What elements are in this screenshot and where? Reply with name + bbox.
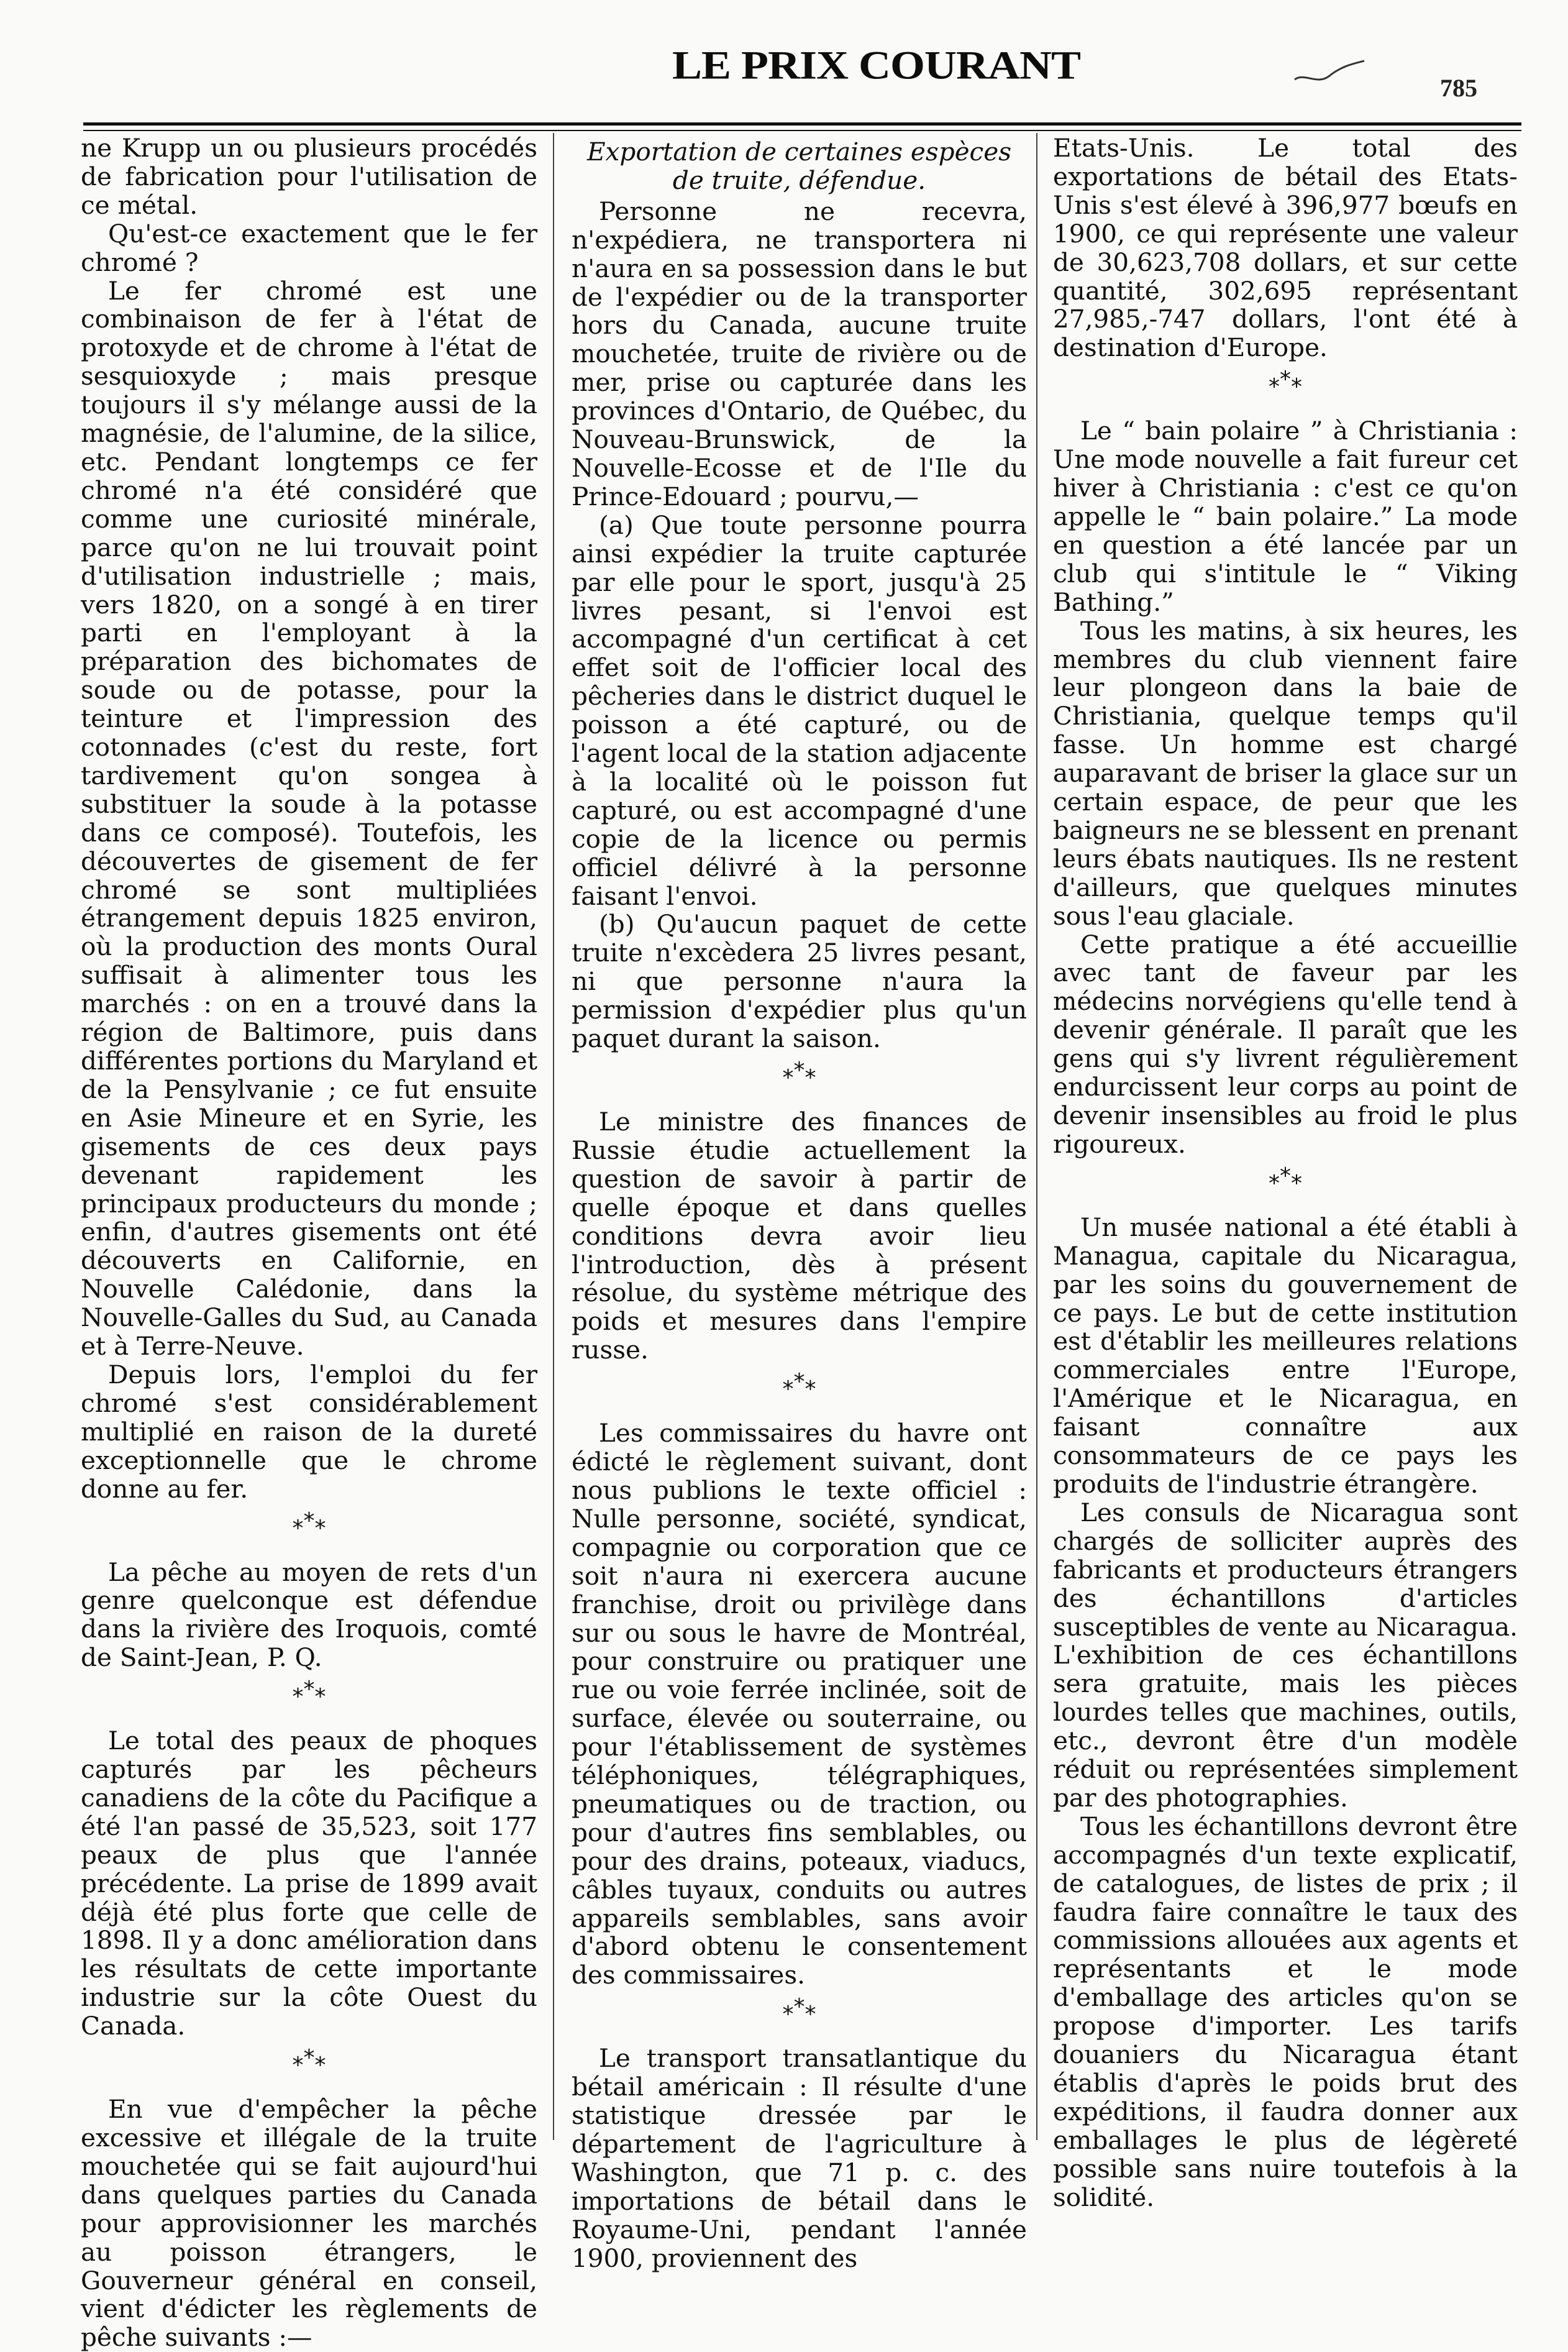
paragraph: Un musée national a été établi à Managua, capitale du Nicaragua, par les soins du gouvernement de ce pays. Le but de cette institution est d'établir les meilleures relations commerciales entre l'Europe, l'Amérique et le Nicaragua, en faisant connaître aux consommateurs de ce pays les produits de l'industrie étrangère. (1053, 1212, 1518, 1499)
text-column-2 (572, 134, 1027, 2273)
text-column-3 (1053, 133, 1518, 2212)
paragraph: ne Krupp un ou plusieurs procédés de fabrication pour l'utilisation de ce métal. (81, 133, 537, 220)
paragraph: En vue d'empêcher la pêche excessive et illégale de la truite mouchetée qui se fait aujourd'hui dans quelques parties du Canada pour approvisionner les marchés au poisson étrangers, le Gouverneur général en conseil, vient d'édicter les règlements de pêche suivants :— (81, 2094, 537, 2352)
masthead-logo: LE PRIX COURANT (672, 42, 1081, 88)
paragraph: Tous les matins, à six heures, les membres du club viennent faire leur plongeon dans la baie de Christiania, quelque temps qu'il fasse. Un homme est chargé auparavant de briser la glace sur un certain espace, de peur que les baigneurs ne se blessent en prenant leurs ébats nautiques. Ils ne restent d'ailleurs, que quelques minutes sous l'eau glaciale. (1053, 615, 1518, 931)
paragraph: Le fer chromé est une combinaison de fer à l'état de protoxyde et de chrome à l'état de sesquioxyde ; mais presque toujours il s'y mélange aussi de la magnésie, de l'alumine, de la silice, etc. Pendant longtemps ce fer chromé n'a été considéré que comme une curiosité minérale, parce qu'on ne lui trouvait point d'utilisation industrielle ; mais, vers 1820, on a songé à en tirer parti en l'employant à la préparation des bichomates de soude ou de potasse, pour la teinture et l'impression des cotonnades (c'est du reste, fort tardivement qu'on songea à substituer la soude à la potasse dans ce composé). Toutefois, les découvertes de gisement de fer chromé se sont multipliées étrangement depuis 1825 environ, où la production des monts Oural suffisait à alimenter tous les marchés : on en a trouvé dans la région de Baltimore, puis dans différentes portions du Maryland et de la Pensylvanie ; ce fut ensuite en Asie Mineure et en Syrie, les gisements de ces deux pays devenant rapidement les principaux producteurs du monde ; enfin, d'autres gisements ont été découverts en Californie, en Nouvelle Calédonie, dans la Nouvelle-Galles du Sud, au Canada et à Terre-Neuve. (81, 275, 537, 1361)
header-rule-thick (83, 122, 1521, 126)
section-separator: *** (1269, 367, 1302, 400)
paragraph: Qu'est-ce exactement que le fer chromé ? (81, 218, 537, 277)
text-column-1 (81, 133, 537, 2352)
paragraph: Le transport transatlantique du bétail américain : Il résulte d'une statistique dressée par le département de l'agriculture à Washington, que 71 p. c. des importations de bétail dans le Royaume-Uni, pendant l'année 1900, proviennent des (572, 2043, 1027, 2273)
paragraph: (a) Que toute personne pourra ainsi expédier la truite capturée par elle pour le sport, jusqu'à 25 livres pesant, si l'envoi est accompagné d'un certificat à cet effet soit de l'officier local des pêcheries dans le district duquel le poisson a été capturé, ou de l'agent local de la station adjacente à la localité où le poisson fut capturé, ou est accompagné d'une copie de la licence ou permis officiel délivré à la personne faisant l'envoi. (572, 510, 1027, 911)
page-number: 785 (1440, 74, 1477, 102)
section-separator: *** (782, 1369, 816, 1403)
paragraph: Cette pratique a été accueillie avec tant de faveur par les médecins norvégiens qu'elle tend à devenir générale. Il paraît que les gens qui s'y livrent régulièrement endurcissent leur corps au point de devenir insensibles au froid le plus rigoureux. (1053, 929, 1518, 1159)
ink-squiggle-mark (1292, 57, 1367, 88)
paragraph: Tous les échantillons devront être accompagnés d'un texte explicatif, de catalogues, de listes de prix ; il faudra faire connaître le taux des commissions allouées aux agents et représentants et le mode d'emballage des articles qu'on se propose d'importer. Les tarifs douaniers du Nicaragua étant établis d'après le poids brut des expéditions, il faudra donner aux emballages le plus de légèreté possible sans nuire toutefois à la solidité. (1053, 1811, 1518, 2212)
column-divider (1036, 133, 1037, 2140)
paragraph: Le “ bain polaire ” à Christiania : Une mode nouvelle a fait fureur cet hiver à Christiania : c'est ce qu'on appelle le “ bain polaire.” La mode en question a été lancée par un club qui s'intitule le “ Viking Bathing.” (1053, 416, 1518, 617)
column-divider (553, 133, 554, 2140)
paragraph: Le ministre des finances de Russie étudie actuellement la question de savoir à partir de quelle époque et dans quelles conditions devra avoir lieu l'introduction, dès à présent résolue, du système métrique des poids et mesures dans l'empire russe. (572, 1107, 1027, 1365)
section-separator: *** (782, 1058, 816, 1091)
section-heading: Exportation de certaines espèces de truite, défendue. (586, 137, 1011, 195)
paragraph: Etats-Unis. Le total des exportations de bétail des Etats-Unis s'est élevé à 396,977 bœufs en 1900, ce qui représente une valeur de 30,623,708 dollars, et sur cette quantité, 302,695 représentant 27,985,-747 dollars, l'ont été à destination d'Europe. (1053, 133, 1518, 363)
section-separator: *** (292, 2045, 326, 2079)
paragraph: La pêche au moyen de rets d'un genre quelconque est défendue dans la rivière des Iroquois, comté de Saint-Jean, P. Q. (81, 1557, 537, 1673)
section-separator: *** (782, 1994, 816, 2028)
section-separator: *** (292, 1677, 326, 1710)
paragraph: Les consuls de Nicaragua sont chargés de solliciter auprès des fabricants et producteurs étrangers des échantillons d'articles susceptibles de vente au Nicaragua. L'exhibition de ces échantillons sera gratuite, mais les pièces lourdes telles que machines, outils, etc., devront être d'un modèle réduit ou représentées simplement par des photographies. (1053, 1497, 1518, 1813)
paragraph: Les commissaires du havre ont édicté le règlement suivant, dont nous publions le texte officiel : Nulle personne, société, syndicat, compagnie ou corporation que ce soit n'aura ni exercera aucune franchise, droit ou privilège dans sur ou sous le havre de Montréal, pour construire ou pratiquer une rue ou voie ferrée inclinée, soit de surface, élevée ou souterraine, ou pour l'établissement de systèmes téléphoniques, télégraphiques, pneumatiques ou de traction, ou pour d'autres fins semblables, ou pour des drains, poteaux, viaducs, câbles tuyaux, conduits ou autres appareils semblables, sans avoir d'abord obtenu le consentement des commissaires. (572, 1418, 1027, 1990)
header-rule-thin (83, 130, 1521, 131)
paragraph: Le total des peaux de phoques capturés par les pêcheurs canadiens de la côte du Pacifique a été l'an passé de 35,523, soit 177 peaux de plus que l'année précédente. La prise de 1899 avait déjà été plus forte que celle de 1898. Il y a donc amélioration dans les résultats de cette importante industrie sur la côte Ouest du Canada. (81, 1726, 537, 2041)
section-separator: *** (292, 1508, 326, 1541)
section-separator: *** (1269, 1163, 1302, 1196)
paragraph: Depuis lors, l'emploi du fer chromé s'est considérablement multiplié en raison de la dureté exceptionnelle que le chrome donne au fer. (81, 1359, 537, 1504)
paragraph: Personne ne recevra, n'expédiera, ne transportera ni n'aura en sa possession dans le but de l'expédier ou de la transporter hors du Canada, aucune truite mouchetée, truite de rivière ou de mer, prise ou capturée dans les provinces d'Ontario, de Québec, du Nouveau-Brunswick, de la Nouvelle-Ecosse et de l'Ile du Prince-Edouard ; pourvu,— (572, 196, 1027, 511)
paragraph: (b) Qu'aucun paquet de cette truite n'excèdera 25 livres pesant, ni que personne n'aura la permission d'expédier plus qu'un paquet durant la saison. (572, 909, 1027, 1054)
